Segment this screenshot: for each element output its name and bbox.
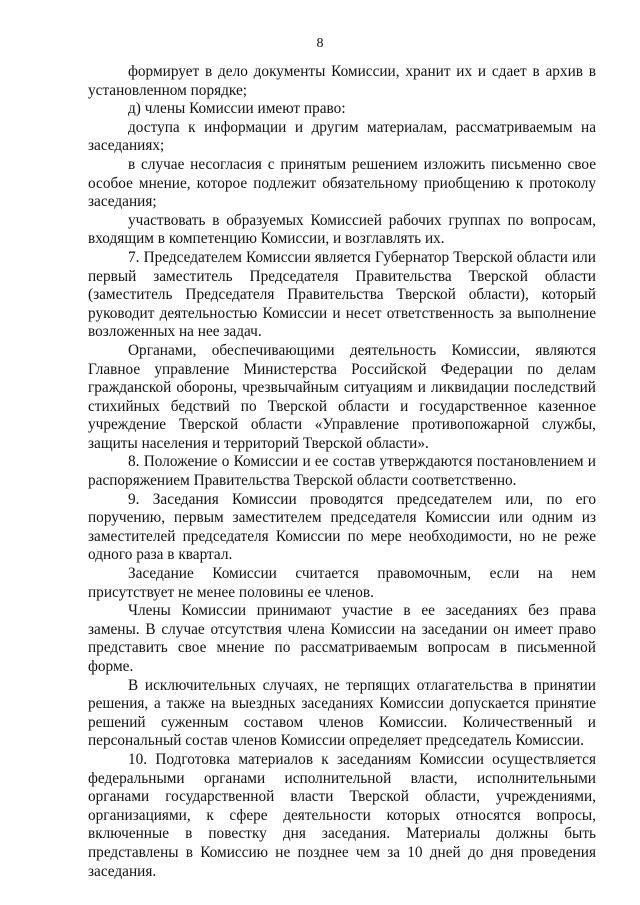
- paragraph: 9. Заседания Комиссии проводятся председателем или, по его поручению, первым заместителем председателя Комиссии или одним из заместителей председателя Комиссии по мере необходимости, но не реже одного раза в квартал.: [88, 490, 596, 564]
- paragraph: Члены Комиссии принимают участие в ее заседаниях без права замены. В случае отсутствия члена Комиссии на заседании он имеет право представить свое мнение по рассматриваемым вопросам в письменной форме.: [88, 602, 596, 675]
- paragraph: в случае несогласия с принятым решением изложить письменно свое особое мнение, которое подлежит обязательному приобщению к протоколу заседания;: [88, 155, 596, 211]
- paragraph: участвовать в образуемых Комиссией рабочих группах по вопросам, входящим в компетенцию Комиссии, и возглавлять их.: [88, 211, 596, 248]
- paragraph: 8. Положение о Комиссии и ее состав утверждаются постановлением и распоряжением Правительства Тверской области соответственно.: [88, 453, 596, 490]
- page-number: 8: [316, 36, 324, 51]
- paragraph: Органами, обеспечивающими деятельность Комиссии, являются Главное управление Министерства Российской Федерации по делам гражданской обороны, чрезвычайным ситуациям и ликвидации последствий стихийных бедствий по Тверской области и государственное казенное учреждение Тверской области «Управление противопожарной службы, защиты населения и территорий Тверской области».: [88, 341, 596, 452]
- paragraph: В исключительных случаях, не терпящих отлагательства в принятии решения, а также на выездных заседаниях Комиссии допускается принятие решений суженным составом членов Комиссии. Количественный и персональный состав членов Комиссии определяет председатель Комиссии.: [88, 676, 596, 750]
- paragraph: формирует в дело документы Комиссии, хранит их и сдает в архив в установленном порядке;: [88, 63, 596, 99]
- paragraph: Заседание Комиссии считается правомочным, если на нем присутствует не менее половины ее членов.: [88, 565, 596, 601]
- paragraph: 10. Подготовка материалов к заседаниям Комиссии осуществляется федеральными органами исполнительной власти, исполнительными органами государственной власти Тверской области, учреждениями, организациями, к сфере деятельности которых относятся вопросы, включенные в повестку дня заседания. Материалы должны быть представлены в Комиссию не позднее чем за 10 дней до дня проведения заседания.: [88, 750, 596, 880]
- document-body: [88, 63, 596, 881]
- paragraph: 7. Председателем Комиссии является Губернатор Тверской области или первый заместитель Председателя Правительства Тверской области (заместитель Председателя Правительства Тверской области), который руководит деятельностью Комиссии и несет ответственность за выполнение возложенных на нее задач.: [88, 248, 596, 341]
- paragraph: д) члены Комиссии имеют право:: [128, 100, 346, 118]
- paragraph: доступа к информации и другим материалам, рассматриваемым на заседаниях;: [88, 118, 596, 155]
